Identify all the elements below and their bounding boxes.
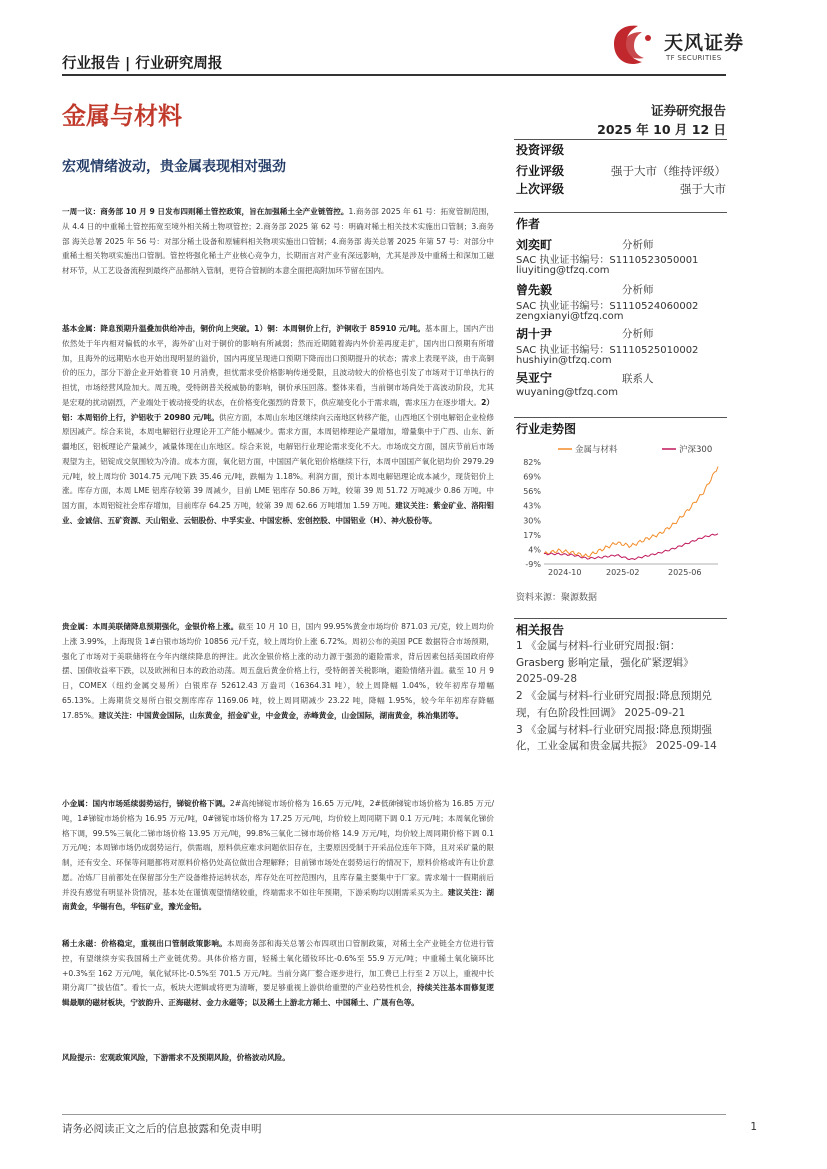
- y-tick-label: 17%: [523, 530, 541, 540]
- related-section-title: 相关报告: [516, 623, 565, 637]
- recommendation: 建议关注：紫金矿业、洛阳钼业、金诚信、五矿资源、天山铝业、云铝股份、中孚实业、中国宏桥、宏创控股、中国铝业（H）、神火股份等。: [62, 501, 495, 525]
- related-report-item[interactable]: [516, 688, 727, 721]
- weekly-topic-section: [62, 205, 494, 279]
- trend-divider: [514, 417, 727, 418]
- recommendation: 建议关注：湖南黄金，华锡有色，华钰矿业，豫光金铅。: [62, 887, 495, 912]
- related-report-date: 2025-09-14: [655, 740, 717, 753]
- y-tick-label: 4%: [528, 545, 541, 555]
- paragraph: [62, 937, 494, 1011]
- industry-rating-value: 强于大市（维持评级）: [611, 164, 726, 178]
- author-name: 刘奕町: [516, 238, 553, 252]
- paragraph-text: 供应方面，本周山东地区继续向云南地区转移产能，山西地区个别电解铝企业检修原因减产。综合来说，本周电解铝行业理论开工产能小幅减少。需求方面，本周铝棒理论产量增加，增量集中于广西、山东、新疆地区，铝板理论产量减少，减量体现在山东地区。综合来说，电解铝行业理论需求变化不大。市场成交方面，国庆节前后市场观望为主，铝锭成交氛围较为冷清。成本方面，氧化铝方面，中国国产氧化铝价格继续下行，本周中国国产氧化铝均价 2979.29 元/吨，较上周均价 3014.75 元/吨下跌 35.46 元/吨，跌幅为 1.18%。利润方面，预计本周电解铝理论成本减少，现货铝价上涨。库存方面，本周 LME 铝库存较第 39 周减少，目前 LME 铝库存 50.86 万吨，较第 39 周 51.72 万吨减少 0.86 万吨。中国方面，本周铝锭社会库存增加，目前库存 64.25 万吨，较第 39 周 62.66 万吨增加 1.59 万吨。: [62, 412, 495, 510]
- industry-trend-chart: [512, 440, 726, 580]
- legend-label: 沪深300: [679, 445, 713, 455]
- related-report-title[interactable]: 1 《金属与材料-行业研究周报:铜：Grasberg 影响定量，强化矿紧逻辑》: [516, 640, 694, 669]
- authors-section-title: 作者: [516, 217, 541, 231]
- author-cert: SAC 执业证书编号：S1110524060002: [516, 301, 699, 312]
- report-type: 证券研究报告: [650, 103, 726, 118]
- author-name: 吴亚宁: [516, 371, 553, 385]
- y-tick-label: 56%: [523, 487, 541, 497]
- rare-earth-section: [62, 937, 494, 1011]
- series-line: [544, 467, 718, 558]
- precious-metals-section: [62, 620, 494, 723]
- trend-section-title: 行业走势图: [516, 422, 577, 436]
- paragraph-lead: 基本金属：降息预期升温叠加供给冲击，铜价向上突破。1）铜：本周铜价上行，沪铜收于 85910 元/吨。: [62, 324, 425, 333]
- report-category: 行业报告 | 行业研究周报: [62, 56, 223, 72]
- author-name: 胡十尹: [516, 327, 553, 341]
- author-role: 联系人: [622, 373, 654, 385]
- related-divider: [514, 618, 727, 619]
- paragraph: [62, 1051, 494, 1066]
- report-date: 2025 年 10 月 12 日: [597, 122, 726, 137]
- x-tick-label: 2025-06: [668, 568, 702, 577]
- y-tick-label: -9%: [525, 560, 541, 569]
- paragraph-lead: 小金属：国内市场延续弱势运行，锑锭价格下调。: [62, 799, 230, 808]
- page-number: 1: [750, 1121, 757, 1133]
- y-tick-label: 30%: [523, 516, 541, 526]
- rating-divider: [514, 139, 727, 140]
- y-tick-label: 82%: [523, 458, 541, 467]
- industry-title: 金属与材料: [62, 102, 182, 130]
- related-report-list: [516, 638, 727, 755]
- rating-section-title: 投资评级: [516, 143, 565, 157]
- base-metals-section: [62, 322, 494, 529]
- author-email[interactable]: hushiyin@tfzq.com: [516, 355, 612, 366]
- related-report-item[interactable]: [516, 638, 727, 688]
- risk-warning: 风险提示：宏观政策风险，下游需求不及预期风险，价格波动风险。: [62, 1053, 290, 1062]
- paragraph-lead: 2）铝：本周铝价上行，沪铝收于 20980 元/吨。: [62, 397, 494, 422]
- report-subtitle: 宏观情绪波动，贵金属表现相对强劲: [62, 159, 286, 175]
- x-tick-label: 2024-10: [548, 568, 582, 577]
- author-name: 曾先毅: [516, 283, 553, 297]
- related-report-title[interactable]: 3 《金属与材料-行业研究周报:降息预期强化，工业金属和贵金属共振》: [516, 723, 712, 753]
- paragraph: [62, 797, 494, 915]
- paragraph-text: 基本面上，国内产出依然处于年内相对偏低的水平，海外矿山对于铜价的影响有所减弱；然而近期随着海内外价差再度走扩，国内出口预期有所增加，且海外的远期贴水也开始出现明显的溢价，国内再度呈现进口预期下降而出口预期提升的状态；需求上表现平淡，由于高铜价的压力，部分下游企业开始着衰 10 月消费，担忧需求受价格影响传递受限，且波动较大的价格也引发了市场对于订单执行的担忧，市场经营风险加大。周五晚，受特朗普关税威胁的影响，铜价承压回落。整体来看，当前铜市场尚处于高波动阶段，尤其是宏观的扰动剧烈，产业端处于被动接受的状态，在价格变化强烈的背景下，供应端变化小于需求端，需求压力在逐步增大。: [62, 324, 494, 407]
- related-report-item[interactable]: [516, 722, 727, 755]
- paragraph-text: 本周商务部和海关总署公布四项出口管制政策，对稀土全产业链全方位进行管控，有望继续夯实我国稀土产业链优势。具体价格方面，轻稀土氧化镨钕环比-0.6%至 55.9 万元/吨；中重稀土氧化镝环比+0.3%至 162 万元/吨，氧化铽环比-0.5%至 701.5 万元/吨。当前分离厂整合逐步进行，加工费已上行至 2 万以上，重视中长期分离厂“拔估值”。看长一点，板块大逻辑或将更为清晰，要足够重视上游供给重塑的产业趋势性机会，: [62, 939, 494, 993]
- paragraph: [62, 205, 494, 279]
- chart-source: 资料来源：聚源数据: [516, 593, 598, 603]
- y-tick-label: 69%: [523, 472, 541, 482]
- logo-name: 天风证券: [664, 32, 745, 54]
- author-role: 分析师: [622, 239, 654, 251]
- y-tick-label: 43%: [523, 501, 541, 511]
- author-cert: SAC 执业证书编号：S1110525010002: [516, 345, 699, 356]
- author-email[interactable]: zengxianyi@tfzq.com: [516, 311, 624, 322]
- related-report-title[interactable]: 2 《金属与材料-行业研究周报:降息预期兑现，有色阶段性回调》: [516, 690, 712, 719]
- recommendation: 建议关注：中国黄金国际，山东黄金，招金矿业，中金黄金，赤峰黄金，山金国际，湖南黄金，株冶集团等。: [98, 710, 464, 720]
- industry-rating-label: 行业评级: [516, 164, 565, 178]
- footer-disclaimer: 请务必阅读正文之后的信息披露和免责申明: [62, 1123, 262, 1135]
- paragraph-lead: 贵金属：本周美联储降息预期强化，金银价格上涨。: [62, 622, 239, 631]
- header-divider: [62, 74, 726, 76]
- paragraph: [62, 322, 494, 529]
- risk-section: [62, 1051, 494, 1066]
- author-role: 分析师: [622, 284, 654, 296]
- footer-divider: [62, 1114, 726, 1115]
- logo-english: TF SECURITIES: [666, 54, 722, 62]
- paragraph-lead: 一周一议：商务部 10 月 9 日发布四则稀土管控政策，旨在加强稀土全产业链管控。: [62, 207, 349, 216]
- previous-rating-value: 强于大市: [680, 182, 726, 196]
- authors-divider: [514, 212, 727, 213]
- logo-mark-icon: [608, 20, 660, 70]
- paragraph-text: 截至 10 月 10 日，国内 99.95%黄金市场均价 871.03 元/克，较上周均价上涨 3.99%，上海现货 1#白银市场均价 10856 元/千克，较上周均价上涨 6.72%。周初公布的美国 PCE 数据符合市场预期，强化了市场对于美联储将在今年内继续降息的押注。此次金银价格上涨的动力源于强劲的避险需求，背后因素包括美国政府停摆、国债收益率下跌，以及欧洲和日本的政治动荡。周五盘后黄金价格上行，受特朗普关税影响，避险情绪升温。截至 10 月 9 日，COMEX（纽约金属交易所）白银库存 52612.43 万盎司（16364.31 吨），较上周降幅 1.04%，较年初库存增幅 65.13%。上海期货交易所白银交割库库存 1169.06 吨，较上周同期减少 23.22 吨，降幅 1.95%，较今年年初库存降幅 17.85%。: [62, 622, 494, 720]
- legend-label: 金属与材料: [575, 445, 618, 455]
- related-report-date: 2025-09-21: [624, 706, 686, 719]
- recommendation: 持续关注基本面修复逻辑最顺的磁材板块，宁波韵升、正海磁材、金力永磁等；以及稀土上游北方稀土、中国稀土、广晟有色等。: [62, 983, 494, 1007]
- paragraph-text: 1.商务部 2025 年 61 号：拓宽管制范围，从 4.4 日的中重稀土管控拓宽至境外相关稀土物项管控；2.商务部 2025 第 62 号：明确对稀土相关技术实施出口管制；3.商务部 海关总署 2025 年 56 号：对部分稀土设备和原辅料相关物项实施出口管制；4.商务部 海关总署 2025 年第 57 号：对部分中重稀土相关物项实施出口管制。管控将强化稀土产业核心竞争力，长期而言对产业有深远影响，尤其是涉及中重稀土和深加工磁材环节，从工艺设备流程到最终产品都纳入管制，更符合管制的本意全面把高附加环节留在国内。: [62, 207, 494, 275]
- author-email[interactable]: liuyiting@tfzq.com: [516, 265, 610, 276]
- author-role: 分析师: [622, 328, 654, 340]
- author-email[interactable]: wuyaning@tfzq.com: [516, 387, 618, 398]
- author-cert: SAC 执业证书编号：S1110523050001: [516, 255, 699, 266]
- x-tick-label: 2025-02: [606, 568, 640, 577]
- paragraph: [62, 620, 494, 723]
- previous-rating-label: 上次评级: [516, 182, 565, 196]
- related-report-date: 2025-09-28: [516, 673, 578, 686]
- paragraph-text: 2#高纯锑锭市场价格为 16.65 万元/吨，2#低砷锑锭市场价格为 16.85 万元/吨，1#锑锭市场价格为 16.95 万元/吨，0#锑锭市场价格为 17.25 万元/吨，均价较上周同期下调 0.1 万元/吨；本周氧化锑价格下调，99.5%三氧化二锑市场价格 13.95 万元/吨，99.8%三氧化二锑市场价格 14.9 万元/吨，均价较上周同期价格下调 0.1 万元/吨；本周锑市场仍成弱势运行，供需端，原料供应难求问题依旧存在，主要原因受制于开采品位连年下降，且对采矿量的限制，还有安全、环保等问题都将对原料价格仍处高位做出合理解释；目前锑市场处在弱势运行的情况下，原料价格或许有让价意愿。冶炼厂目前都处在保留部分生产设备维持运转状态，库存处在可控范围内，且库存量主要集中于厂家。需求端十一假期前后并没有感觉有明显补货情况，基本处在谨慎观望情绪较重，终端需求不如往年预期，下游采购均以刚需采买为主。: [62, 799, 495, 897]
- paragraph-lead: 稀土永磁：价格稳定，重视出口管制政策影响。: [62, 939, 228, 948]
- minor-metals-section: [62, 797, 494, 915]
